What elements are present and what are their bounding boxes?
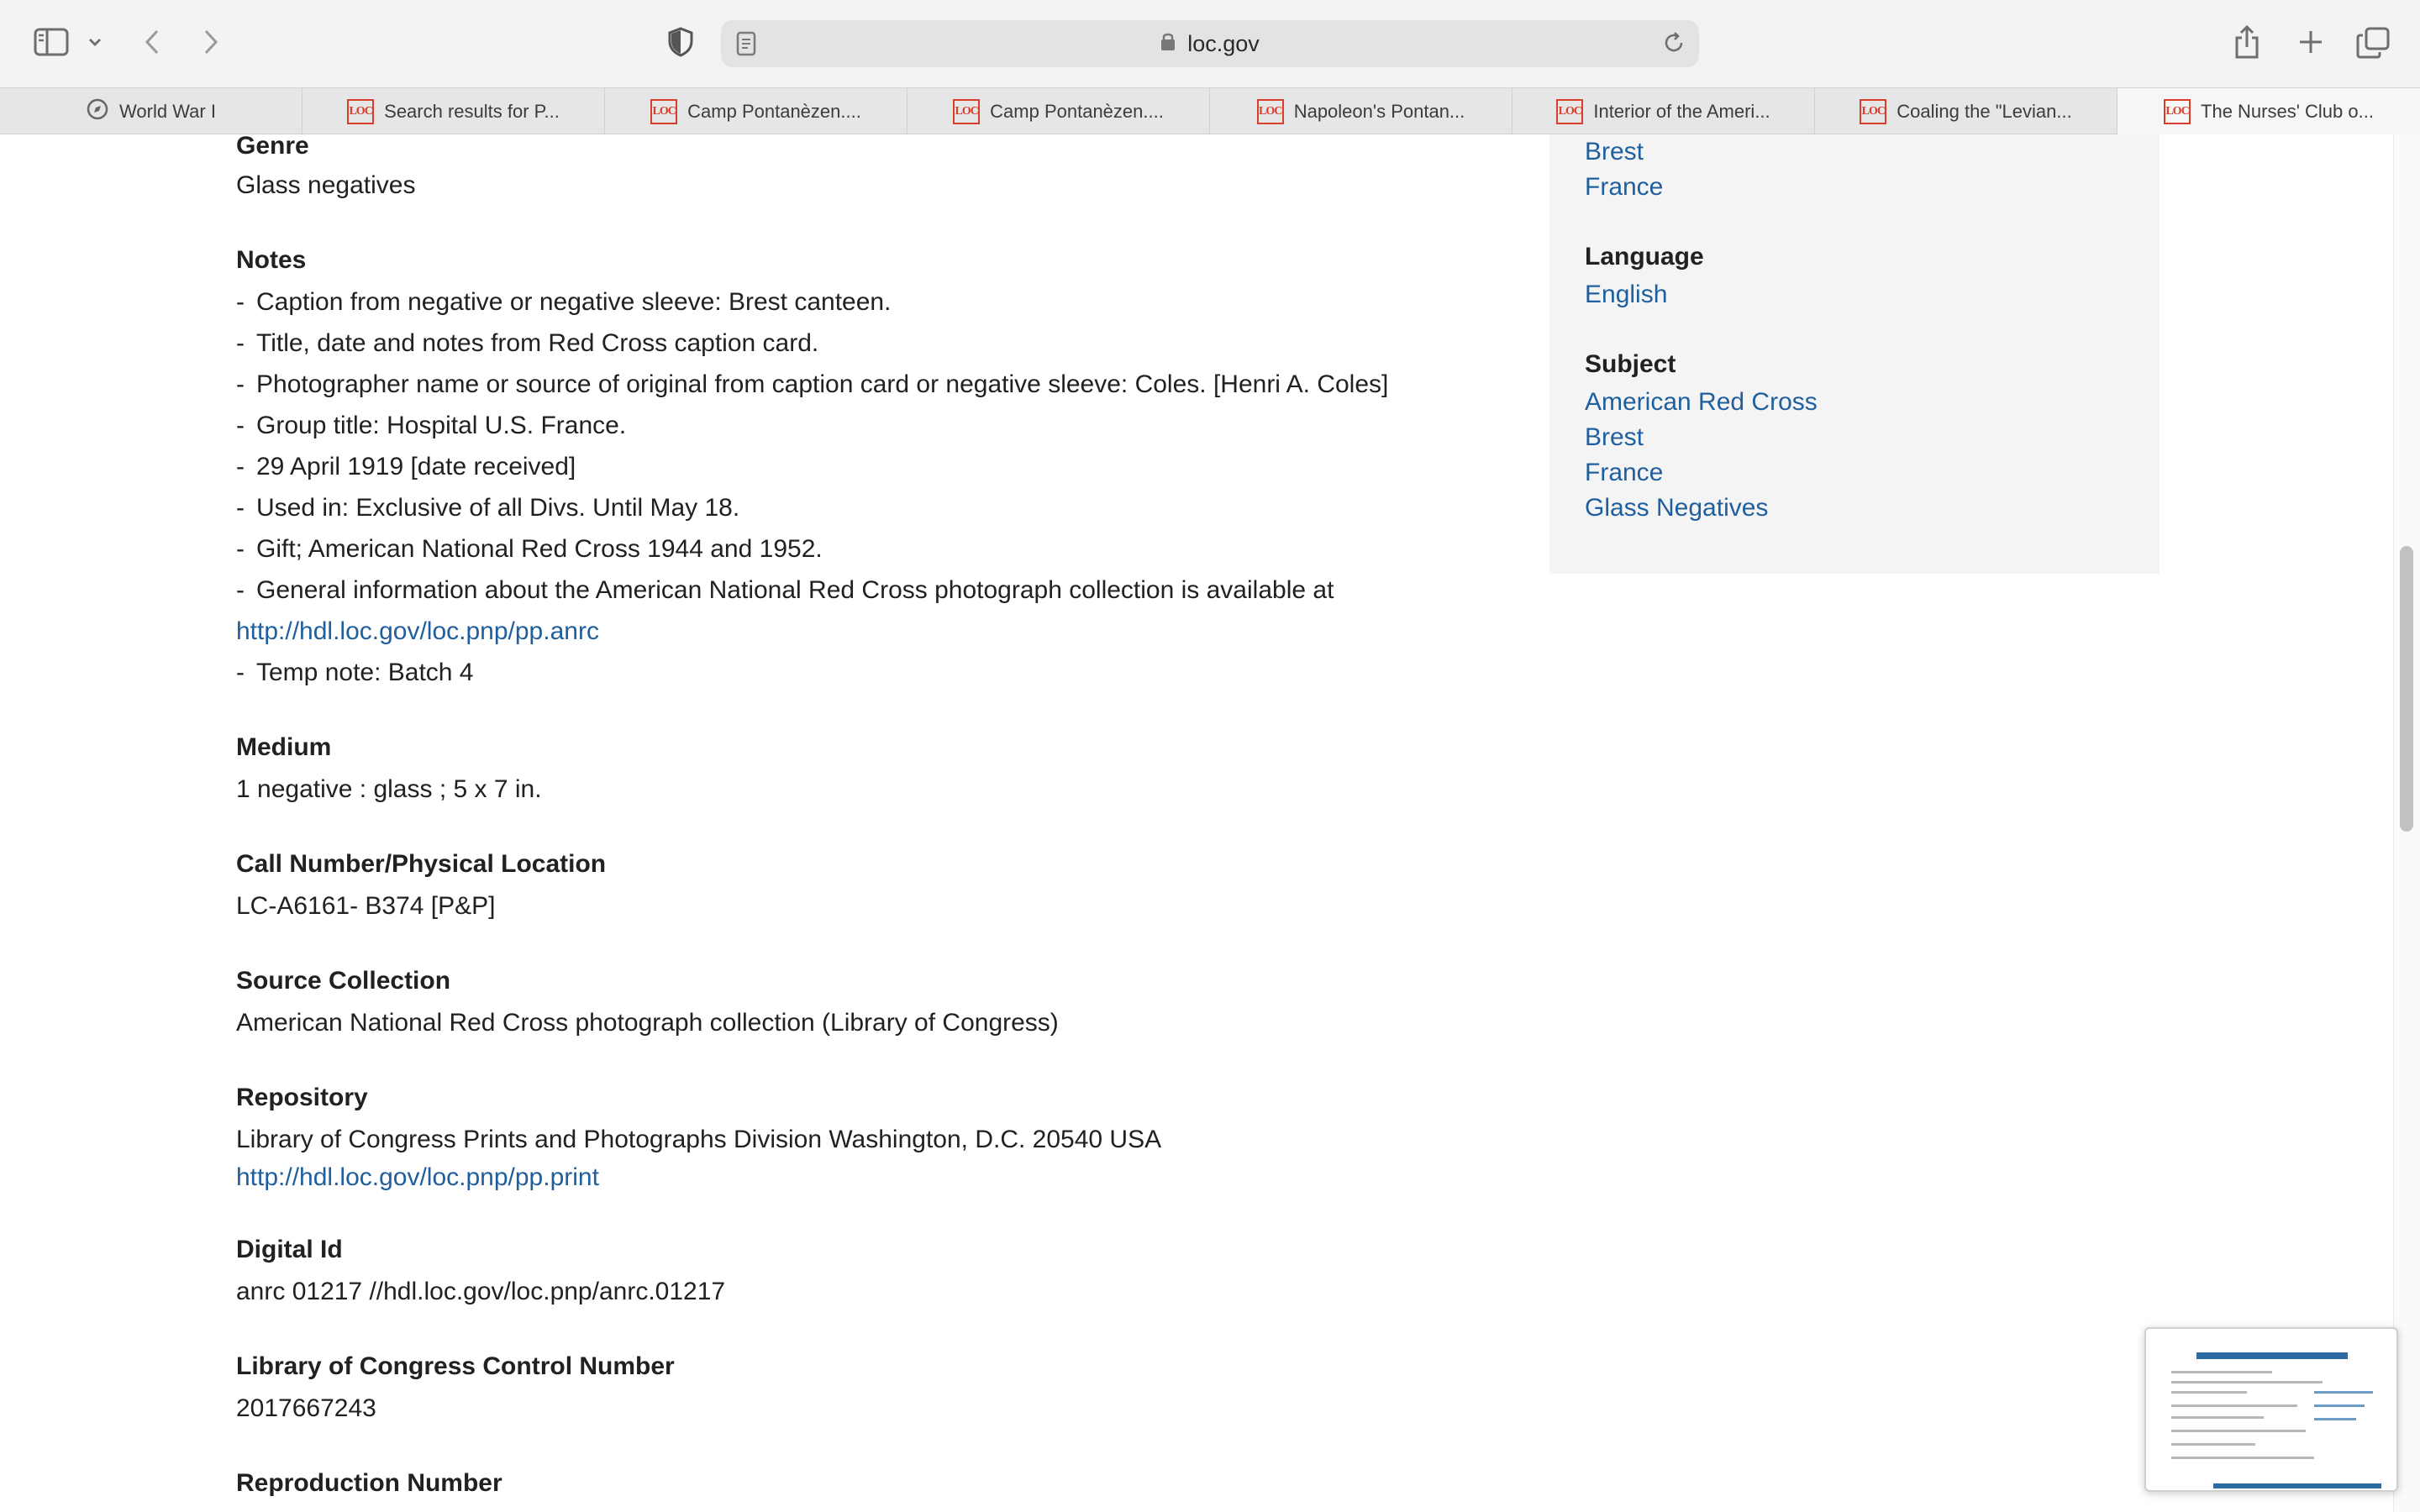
language-link-english[interactable]: English — [1585, 281, 1668, 308]
reload-icon[interactable] — [1662, 31, 1686, 60]
loc-icon: LOC — [2164, 99, 2191, 124]
note-link-item — [236, 611, 1497, 652]
source-collection-value: American National Red Cross photograph collection (Library of Congress) — [236, 1009, 1059, 1037]
repository-link[interactable]: http://hdl.loc.gov/loc.pnp/pp.print — [236, 1163, 599, 1191]
loc-icon: LOC — [953, 99, 980, 124]
subject-heading: Subject — [1585, 350, 1676, 378]
url-text: loc.gov — [1187, 30, 1260, 56]
tab-overview-icon[interactable] — [2354, 25, 2391, 60]
share-icon[interactable] — [2230, 22, 2264, 62]
tab-camp-pontanezen-2[interactable] — [908, 88, 1210, 134]
location-group — [1585, 134, 2124, 205]
source-collection-heading: Source Collection — [236, 967, 451, 995]
address-bar[interactable] — [721, 20, 1699, 67]
back-icon[interactable] — [139, 25, 165, 59]
note-item: - Group title: Hospital U.S. France. — [236, 412, 627, 439]
thumbnail-line — [2171, 1443, 2255, 1446]
sidebar-toggle-icon[interactable] — [32, 25, 71, 59]
record-details — [236, 134, 1497, 1512]
note-item: - 29 April 1919 [date received] — [236, 453, 576, 480]
compass-icon — [86, 97, 109, 126]
thumbnail-line — [2314, 1418, 2356, 1420]
medium-value: 1 negative : glass ; 5 x 7 in. — [236, 775, 542, 803]
location-link-france[interactable]: France — [1585, 173, 1664, 201]
note-item: - General information about the American National Red Cross photograph collection is available at — [236, 576, 1334, 604]
loc-icon: LOC — [1860, 99, 1886, 124]
note-item: - Title, date and notes from Red Cross caption card. — [236, 329, 819, 357]
thumbnail-line — [2171, 1391, 2247, 1394]
digital-id-heading: Digital Id — [236, 1236, 343, 1263]
subject-group — [1585, 344, 2124, 526]
tab-label: Coaling the "Levian... — [1897, 100, 2072, 122]
notes-heading: Notes — [236, 246, 307, 274]
medium-section — [236, 727, 1497, 810]
thumbnail-line — [2314, 1391, 2373, 1394]
digital-id-section — [236, 1229, 1497, 1312]
notes-section — [236, 239, 1497, 693]
call-number-section — [236, 843, 1497, 927]
tab-nurses-club[interactable] — [2118, 88, 2420, 134]
new-tab-icon[interactable] — [2294, 25, 2328, 59]
browser-toolbar — [0, 0, 2420, 87]
scrollbar-thumb[interactable] — [2400, 546, 2413, 832]
thumbnail-bottom-bar — [2213, 1483, 2381, 1488]
source-collection-section — [236, 960, 1497, 1043]
lccn-heading: Library of Congress Control Number — [236, 1352, 675, 1380]
thumbnail-line — [2171, 1416, 2264, 1419]
note-item: - Gift; American National Red Cross 1944 and 1952. — [236, 535, 823, 563]
reproduction-heading: Reproduction Number — [236, 1469, 502, 1497]
language-heading: Language — [1585, 243, 1704, 270]
loc-icon: LOC — [347, 99, 374, 124]
reproduction-section — [236, 1462, 1497, 1504]
sidebar-facets — [1549, 134, 2160, 574]
tab-camp-pontanezen-1[interactable] — [605, 88, 908, 134]
loc-icon: LOC — [650, 99, 677, 124]
tab-bar — [0, 87, 2420, 134]
tab-label: Search results for P... — [384, 100, 560, 122]
loc-icon: LOC — [1257, 99, 1284, 124]
page-content — [0, 134, 2420, 1512]
lock-icon — [1160, 31, 1176, 57]
lccn-value: 2017667243 — [236, 1394, 376, 1422]
tab-label: Camp Pontanèzen.... — [990, 100, 1164, 122]
tab-search-results[interactable] — [302, 88, 605, 134]
tab-interior[interactable] — [1512, 88, 1815, 134]
thumbnail-line — [2171, 1457, 2314, 1459]
lccn-section — [236, 1346, 1497, 1429]
anrc-collection-link[interactable]: http://hdl.loc.gov/loc.pnp/pp.anrc — [236, 617, 599, 645]
thumbnail-line — [2171, 1404, 2297, 1407]
forward-icon[interactable] — [198, 25, 224, 59]
notes-list — [236, 281, 1497, 693]
page-thumbnail-preview[interactable] — [2144, 1327, 2398, 1492]
tab-world-war-i[interactable] — [0, 88, 302, 134]
tab-label: The Nurses' Club o... — [2201, 100, 2374, 122]
note-item: - Temp note: Batch 4 — [236, 659, 474, 686]
thumbnail-line — [2314, 1404, 2365, 1407]
call-number-heading: Call Number/Physical Location — [236, 850, 607, 878]
note-item: - Caption from negative or negative sleeve: Brest canteen. — [236, 288, 892, 316]
tab-napoleons-pontanezen[interactable] — [1210, 88, 1512, 134]
tab-label: Interior of the Ameri... — [1593, 100, 1770, 122]
genre-value: Glass negatives — [236, 171, 416, 199]
thumbnail-line — [2171, 1430, 2306, 1432]
location-link-brest[interactable]: Brest — [1585, 138, 1644, 165]
subject-link-american-red-cross[interactable]: American Red Cross — [1585, 388, 1818, 416]
tab-coaling-leviathan[interactable] — [1815, 88, 2118, 134]
subject-link-glass-negatives[interactable]: Glass Negatives — [1585, 494, 1769, 522]
thumbnail-banner — [2196, 1352, 2348, 1359]
chevron-down-icon[interactable] — [86, 32, 104, 52]
thumbnail-line — [2171, 1381, 2323, 1383]
subject-link-france[interactable]: France — [1585, 459, 1664, 486]
note-item: - Used in: Exclusive of all Divs. Until May 18. — [236, 494, 740, 522]
language-group — [1585, 237, 2124, 312]
genre-heading: Genre — [236, 134, 309, 160]
repository-section — [236, 1077, 1497, 1195]
tab-label: Napoleon's Pontan... — [1293, 100, 1465, 122]
tab-label: World War I — [119, 100, 216, 122]
page-icon — [736, 31, 756, 62]
loc-icon: LOC — [1556, 99, 1583, 124]
repository-heading: Repository — [236, 1084, 368, 1111]
tab-label: Camp Pontanèzen.... — [687, 100, 861, 122]
thumbnail-line — [2171, 1371, 2272, 1373]
privacy-shield-icon[interactable] — [664, 25, 697, 59]
note-item: - Photographer name or source of original from caption card or negative sleeve: Coles. [Henri A. Coles] — [236, 370, 1389, 398]
call-number-value: LC-A6161- B374 [P&P] — [236, 892, 496, 920]
medium-heading: Medium — [236, 733, 332, 761]
digital-id-value: anrc 01217 //hdl.loc.gov/loc.pnp/anrc.01217 — [236, 1278, 726, 1305]
repository-value: Library of Congress Prints and Photographs Division Washington, D.C. 20540 USA — [236, 1126, 1162, 1153]
genre-section — [236, 134, 1497, 206]
subject-link-brest[interactable]: Brest — [1585, 423, 1644, 451]
